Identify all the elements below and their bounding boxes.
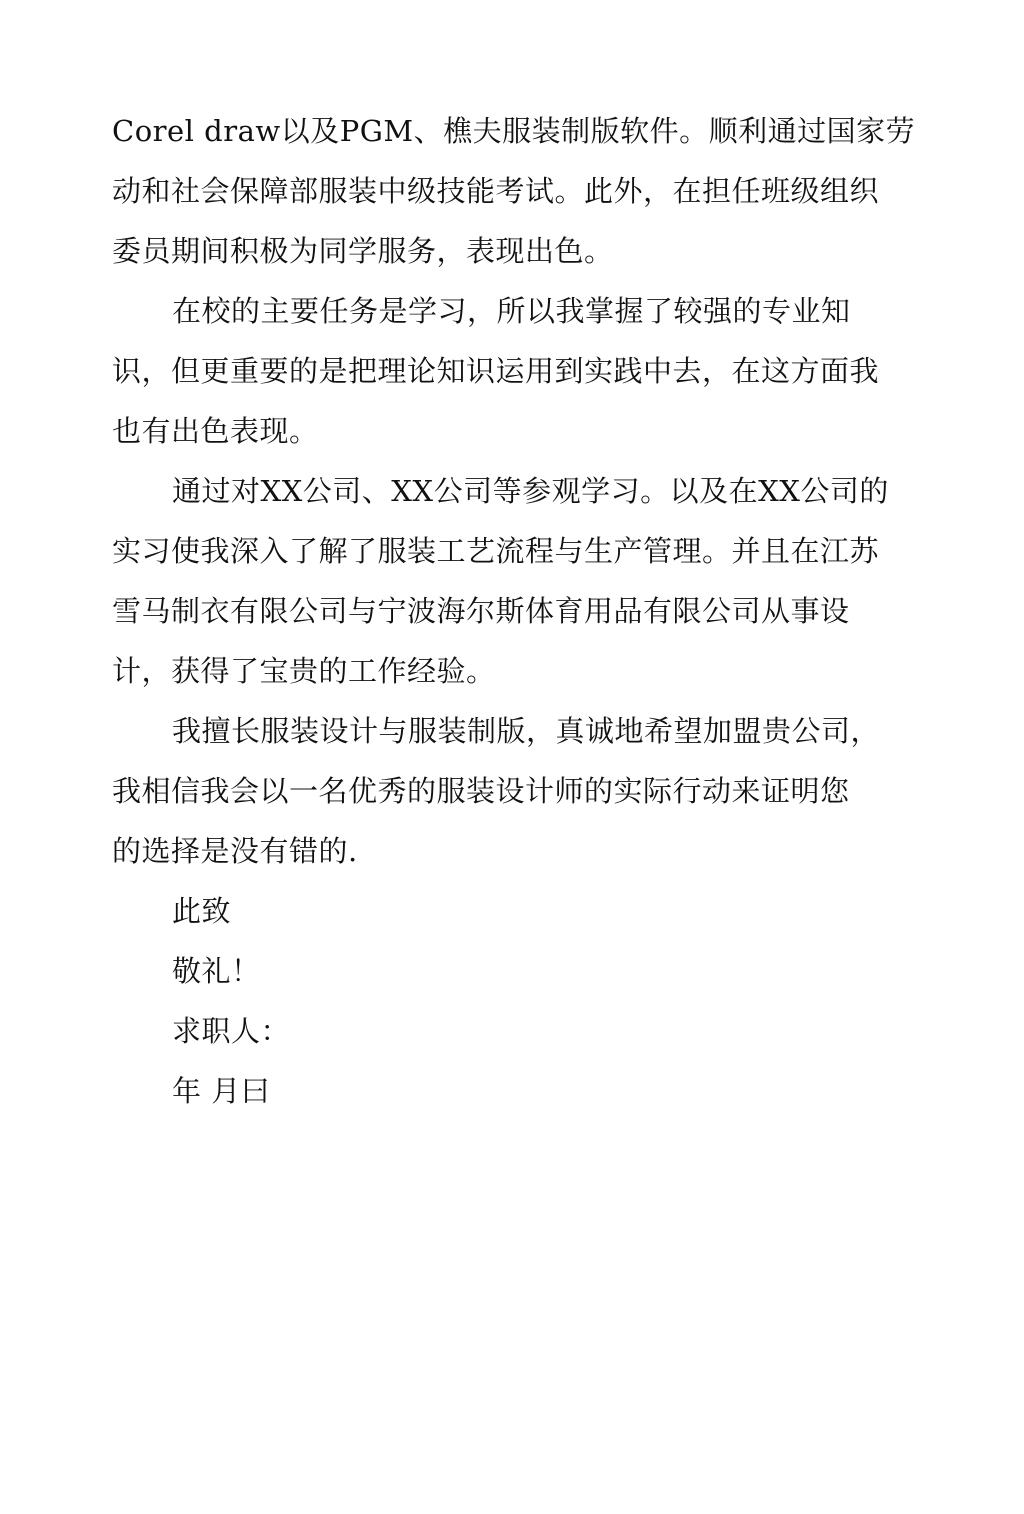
paragraph-4-line-2: 我相信我会以一名优秀的服装设计师的实际行动来证明您	[112, 774, 850, 808]
paragraph-2-line-1: 在校的主要任务是学习，所以我掌握了较强的专业知	[172, 294, 851, 328]
date-line: 年 月曰	[172, 1074, 271, 1108]
paragraph-4-line-3: 的选择是没有错的.	[112, 834, 358, 868]
closing-regards: 敬礼！	[172, 954, 261, 988]
paragraph-4-line-1: 我擅长服装设计与服装制版，真诚地希望加盟贵公司，	[172, 714, 881, 748]
paragraph-1-line-3: 委员期间积极为同学服务，表现出色。	[112, 234, 614, 268]
applicant-signature-label: 求职人：	[172, 1014, 291, 1048]
paragraph-3-line-1: 通过对XX公司、XX公司等参观学习。以及在XX公司的	[172, 474, 889, 508]
paragraph-3-line-4: 计，获得了宝贵的工作经验。	[112, 654, 496, 688]
paragraph-3-line-3: 雪马制衣有限公司与宁波海尔斯体育用品有限公司从事设	[112, 594, 850, 628]
paragraph-3-line-2: 实习使我深入了解了服装工艺流程与生产管理。并且在江苏	[112, 534, 880, 568]
paragraph-2-line-3: 也有出色表现。	[112, 414, 319, 448]
closing-salutation: 此致	[172, 894, 232, 928]
paragraph-1-line-2: 动和社会保障部服装中级技能考试。此外，在担任班级组织	[112, 174, 880, 208]
paragraph-1-line-1: Corel draw以及PGM、樵夫服装制版软件。顺利通过国家劳	[112, 114, 916, 148]
paragraph-2-line-2: 识，但更重要的是把理论知识运用到实践中去，在这方面我	[112, 354, 880, 388]
